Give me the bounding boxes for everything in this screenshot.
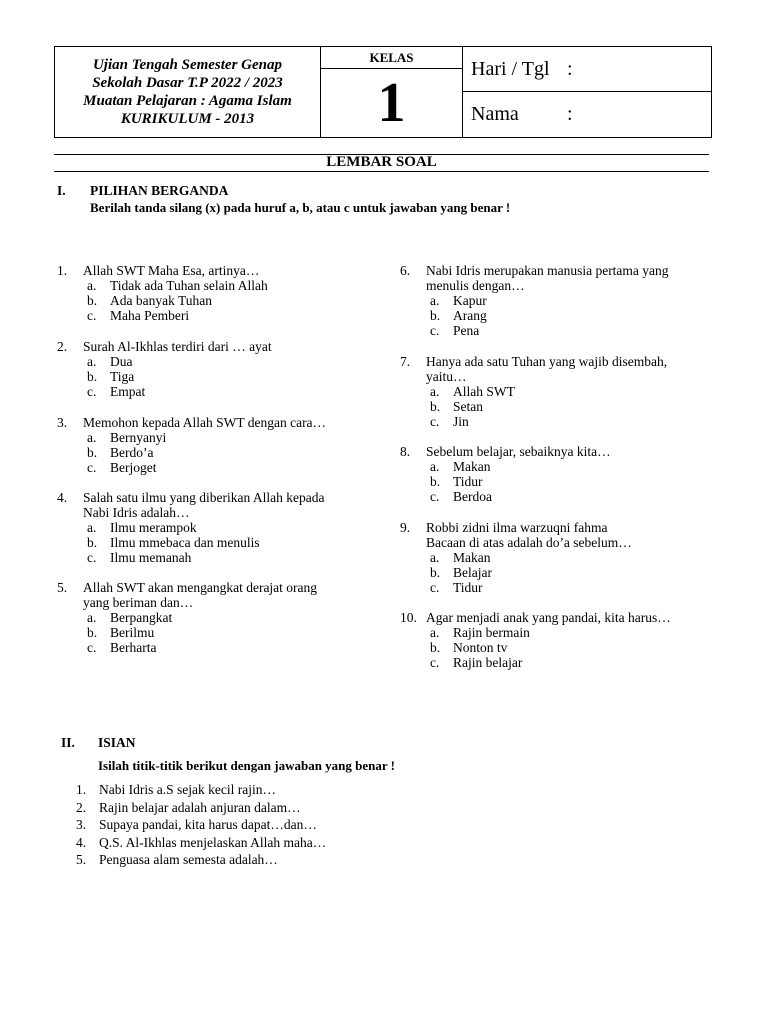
option-text: Kapur (453, 293, 487, 308)
question-text: Nabi Idris adalah… (83, 505, 190, 520)
option-letter: a. (87, 610, 97, 625)
option-letter: a. (87, 430, 97, 445)
option-letter: a. (87, 520, 97, 535)
option-letter: c. (87, 640, 97, 655)
isian-text: Rajin belajar adalah anjuran dalam… (99, 799, 301, 815)
option-text: Berharta (110, 640, 157, 655)
option-letter: b. (430, 640, 441, 655)
isian-number: 4. (76, 834, 87, 850)
option-letter: c. (87, 308, 97, 323)
question-number: 7. (400, 354, 411, 369)
question-text: Memohon kepada Allah SWT dengan cara… (83, 415, 327, 430)
option-letter: c. (430, 323, 440, 338)
section1-instruction: Berilah tanda silang (x) pada huruf a, b, atau c untuk jawaban yang benar ! (90, 200, 511, 215)
isian-text: Nabi Idris a.S sejak kecil rajin… (99, 782, 276, 797)
kelas-box (321, 47, 463, 137)
question-text: Surah Al-Ikhlas terdiri dari … ayat (83, 339, 272, 354)
question-number: 10. (400, 610, 417, 625)
hari-tgl-colon: : (567, 58, 573, 80)
question-number: 9. (400, 520, 411, 535)
section1-number: I. (57, 183, 66, 198)
question-text: Robbi zidni ilma warzuqni fahma (426, 520, 608, 535)
section2-title: ISIAN (98, 735, 136, 750)
nama-field[interactable] (463, 92, 711, 137)
option-text: Tidur (453, 580, 483, 595)
option-letter: b. (430, 565, 441, 580)
isian-number: 2. (76, 799, 87, 815)
option-letter: a. (87, 354, 97, 369)
option-text: Ilmu mmebaca dan menulis (110, 535, 260, 550)
option-text: Bernyanyi (110, 430, 167, 445)
option-letter: b. (430, 308, 441, 323)
isian-number: 3. (76, 817, 87, 832)
section1-title: PILIHAN BERGANDA (90, 183, 229, 198)
option-text: Ilmu memanah (110, 550, 192, 565)
option-letter: a. (430, 384, 440, 399)
option-letter: c. (430, 655, 440, 670)
question-text: Bacaan di atas adalah do’a sebelum… (426, 535, 632, 550)
isian-text: Penguasa alam semesta adalah… (99, 852, 278, 867)
question-number: 1. (57, 263, 68, 278)
option-letter: b. (430, 474, 441, 489)
option-letter: c. (430, 489, 440, 504)
option-letter: a. (430, 550, 440, 565)
question-text: Agar menjadi anak yang pandai, kita harus… (426, 610, 671, 625)
nama-colon: : (567, 103, 573, 125)
option-text: Ada banyak Tuhan (110, 293, 212, 308)
option-text: Pena (453, 323, 480, 338)
question-number: 6. (400, 263, 411, 278)
hari-tgl-label: Hari / Tgl (471, 58, 550, 80)
option-text: Maha Pemberi (110, 308, 190, 323)
option-text: Setan (453, 399, 483, 414)
question-number: 5. (57, 580, 68, 595)
student-info (463, 47, 711, 137)
option-letter: c. (87, 550, 97, 565)
question-text: Hanya ada satu Tuhan yang wajib disembah, (426, 354, 668, 369)
question-number: 2. (57, 339, 68, 354)
option-text: Tidak ada Tuhan selain Allah (110, 278, 268, 293)
section2-number: II. (61, 735, 75, 750)
option-text: Makan (453, 550, 491, 565)
option-text: Jin (453, 414, 469, 429)
option-letter: b. (87, 625, 98, 640)
question-text: Allah SWT akan mengangkat derajat orang (83, 580, 318, 595)
option-text: Belajar (453, 565, 492, 580)
option-letter: a. (87, 278, 97, 293)
question-text: yang beriman dan… (83, 595, 194, 610)
question-number: 3. (57, 415, 68, 430)
isian-text: Q.S. Al-Ikhlas menjelaskan Allah maha… (99, 834, 327, 850)
kelas-label: KELAS (321, 47, 462, 69)
option-text: Dua (110, 354, 133, 369)
option-text: Berdoa (453, 489, 492, 504)
kelas-value: 1 (377, 72, 406, 134)
page-title: LEMBAR SOAL (326, 154, 437, 170)
exam-header (54, 46, 712, 138)
option-text: Tiga (110, 369, 135, 384)
exam-info (55, 47, 321, 137)
option-text: Rajin belajar (453, 655, 523, 670)
option-letter: a. (430, 293, 440, 308)
question-text: Nabi Idris merupakan manusia pertama yang (426, 263, 669, 278)
option-letter: b. (430, 399, 441, 414)
question-text: Allah SWT Maha Esa, artinya… (83, 263, 260, 278)
option-text: Tidur (453, 474, 483, 489)
option-letter: b. (87, 445, 98, 460)
option-letter: b. (87, 369, 98, 384)
title-rule-bottom (54, 171, 709, 172)
option-text: Berpangkat (110, 610, 173, 625)
option-text: Berjoget (110, 460, 157, 475)
question-text: yaitu… (426, 369, 467, 384)
exam-info-line: Muatan Pelajaran : Agama Islam (83, 93, 292, 109)
section2-instruction: Isilah titik-titik berikut dengan jawaban yang benar ! (98, 758, 396, 773)
option-text: Makan (453, 459, 491, 474)
option-letter: b. (87, 293, 98, 308)
option-text: Berdo’a (110, 445, 154, 460)
option-letter: b. (87, 535, 98, 550)
option-text: Allah SWT (453, 384, 515, 399)
option-letter: c. (87, 384, 97, 399)
exam-info-line: KURIKULUM - 2013 (120, 111, 255, 127)
question-number: 8. (400, 444, 411, 459)
option-text: Empat (110, 384, 146, 399)
question-number: 4. (57, 490, 68, 505)
isian-number: 1. (76, 782, 87, 797)
option-letter: c. (430, 580, 440, 595)
option-letter: c. (87, 460, 97, 475)
option-letter: c. (430, 414, 440, 429)
question-text: Salah satu ilmu yang diberikan Allah kepada (83, 490, 325, 505)
exam-info-line: Sekolah Dasar T.P 2022 / 2023 (92, 75, 283, 91)
question-text: menulis dengan… (426, 278, 525, 293)
question-text: Sebelum belajar, sebaiknya kita… (426, 444, 611, 459)
isian-text: Supaya pandai, kita harus dapat…dan… (99, 817, 317, 832)
option-text: Arang (453, 308, 487, 323)
isian-number: 5. (76, 852, 87, 867)
hari-tgl-field[interactable] (463, 47, 711, 92)
option-letter: a. (430, 625, 440, 640)
exam-info-line: Ujian Tengah Semester Genap (92, 57, 283, 73)
nama-label: Nama (471, 103, 519, 125)
option-letter: a. (430, 459, 440, 474)
option-text: Rajin bermain (453, 625, 530, 640)
option-text: Nonton tv (453, 640, 508, 655)
option-text: Ilmu merampok (110, 520, 197, 535)
option-text: Berilmu (110, 625, 155, 640)
